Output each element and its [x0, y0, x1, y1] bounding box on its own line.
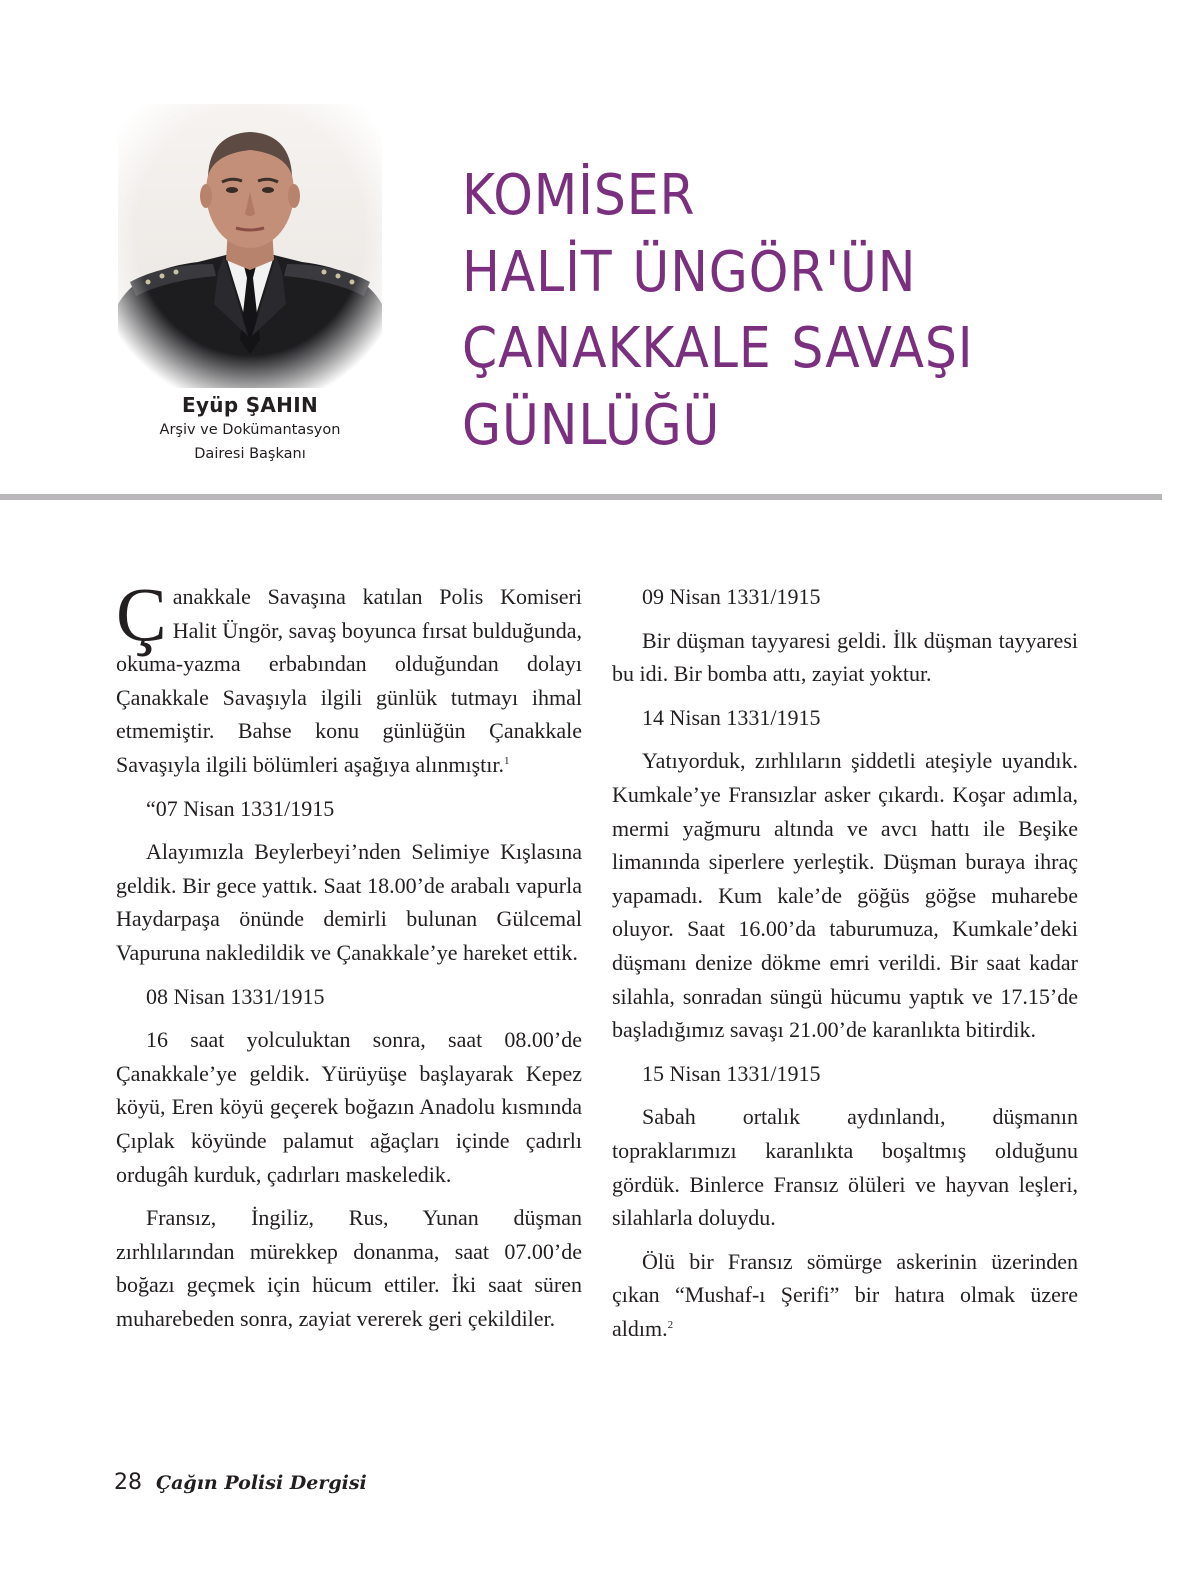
title-word: ÇANAKKALE — [462, 316, 772, 381]
right-column — [612, 580, 1078, 1355]
author-role-line1: Arşiv ve Dokümantasyon — [159, 422, 341, 438]
author-role-line2: Dairesi Başkanı — [194, 446, 306, 462]
left-column — [116, 573, 582, 1345]
entry-date: 14 Nisan 1331/1915 — [642, 704, 821, 730]
author-name: Eyüp ŞAHIN — [181, 393, 319, 417]
footnote-ref: 1 — [504, 754, 510, 767]
title-word: KOMİSER — [462, 163, 696, 228]
entry-text: 16 saat yolculuktan sonra, saat 08.00’de Çanakkale’ye geldik. Yürüyüşe başlayarak Kepez köyü, Eren köyü geçerek boğazın Anadolu kısmında Çıplak köyünde palamut ağaçları içinde çadırlı ordugâh kurduk, çadırları maskeledik. — [116, 1027, 582, 1187]
title-word: HALİT — [462, 239, 613, 305]
intro-paragraph — [116, 573, 582, 782]
entry-text: Alayımızla Beylerbeyi’nden Selimiye Kışlasına geldik. Bir gece yattık. Saat 18.00’de arabalı vapurla Haydarpaşa önünde demirli bulunan Gülcemal Vapuruna nakledildik ve Çanakkale’ye hareket ettik. — [116, 839, 582, 965]
magazine-name: Çağın Polisi Dergisi — [156, 1472, 367, 1494]
title-line-4 — [462, 388, 1092, 465]
entry-text-body: Ölü bir Fransız sömürge askerinin üzerinden çıkan “Mushaf-ı Şerifi” bir hatıra olmak üzere aldım. — [612, 1248, 1078, 1341]
entry-date: 09 Nisan 1331/1915 — [642, 584, 821, 609]
entry-text: Bir düşman tayyaresi geldi. İlk düşman tayyaresi bu idi. Bir bomba attı, zayiat yoktur. — [612, 627, 1078, 687]
author-portrait-illustration — [118, 104, 382, 388]
page-footer — [114, 1470, 367, 1500]
entry-text — [612, 1245, 1078, 1346]
footnote-ref: 2 — [667, 1318, 674, 1331]
title-word: ÜNGÖR'ÜN — [632, 239, 917, 305]
drop-cap: Ç — [116, 573, 167, 657]
entry-text: Sabah ortalık aydınlandı, düşmanın topraklarımızı karanlıkta boşaltmış olduğunu gördük. Binlerce Fransız ölüleri ve hayvan leşleri, silahlarla doluydu. — [612, 1104, 1078, 1231]
title-word: GÜNLÜĞÜ — [462, 392, 721, 458]
intro-text: anakkale Savaşına katılan Polis Komiseri Halit Üngör, savaş boyunca fırsat bulduğunda, okuma-yazma erbabından olduğundan dolayı Çanakkale Savaşıyla ilgili günlük tutmayı ihmal etmemiştir. Bahse konu günlüğün Çanakkale Savaşıyla ilgili bölümleri aşağıya alınmıştır. — [116, 584, 582, 777]
entry-text: Yatıyorduk, zırhlıların şiddetli ateşiyle uyandık. Kumkale’ye Fransızlar asker çıkardı. Koşar adımla, mermi yağmuru altında ve avcı hattı ile Beşike limanında siperlere yerleştik. Düşman buraya ihraç yapamadı. Kum kale’de göğüs göğse muharebe oluyor. Saat 16.00’da taburumuza, Kumkale’deki düşmanı denize dökme emri verildi. Bir saat kadar silahla, sonradan süngü hücumu yaptık ve 17.15’de başladığımız savaşı 21.00’de karanlıkta bitirdik. — [612, 748, 1078, 1043]
author-photo — [118, 104, 382, 388]
article-title — [462, 158, 1092, 464]
title-line-1 — [462, 158, 1092, 235]
entry-date: 15 Nisan 1331/1915 — [642, 1060, 821, 1086]
title-line-2 — [462, 235, 1092, 312]
header-divider — [0, 494, 1162, 500]
entry-text: Fransız, İngiliz, Rus, Yunan düşman zırhlılarından mürekkep donanma, saat 07.00’de boğazı geçmek için hücum ettiler. İki saat süren muharebeden sonra, zayiat vererek geri çekildiler. — [116, 1205, 582, 1331]
title-word: SAVAŞI — [791, 316, 974, 381]
entry-date: “07 Nisan 1331/1915 — [146, 795, 335, 821]
page-number: 28 — [114, 1470, 142, 1495]
entry-date: 08 Nisan 1331/1915 — [146, 983, 325, 1009]
author-byline — [110, 392, 390, 466]
title-line-3 — [462, 311, 1092, 388]
